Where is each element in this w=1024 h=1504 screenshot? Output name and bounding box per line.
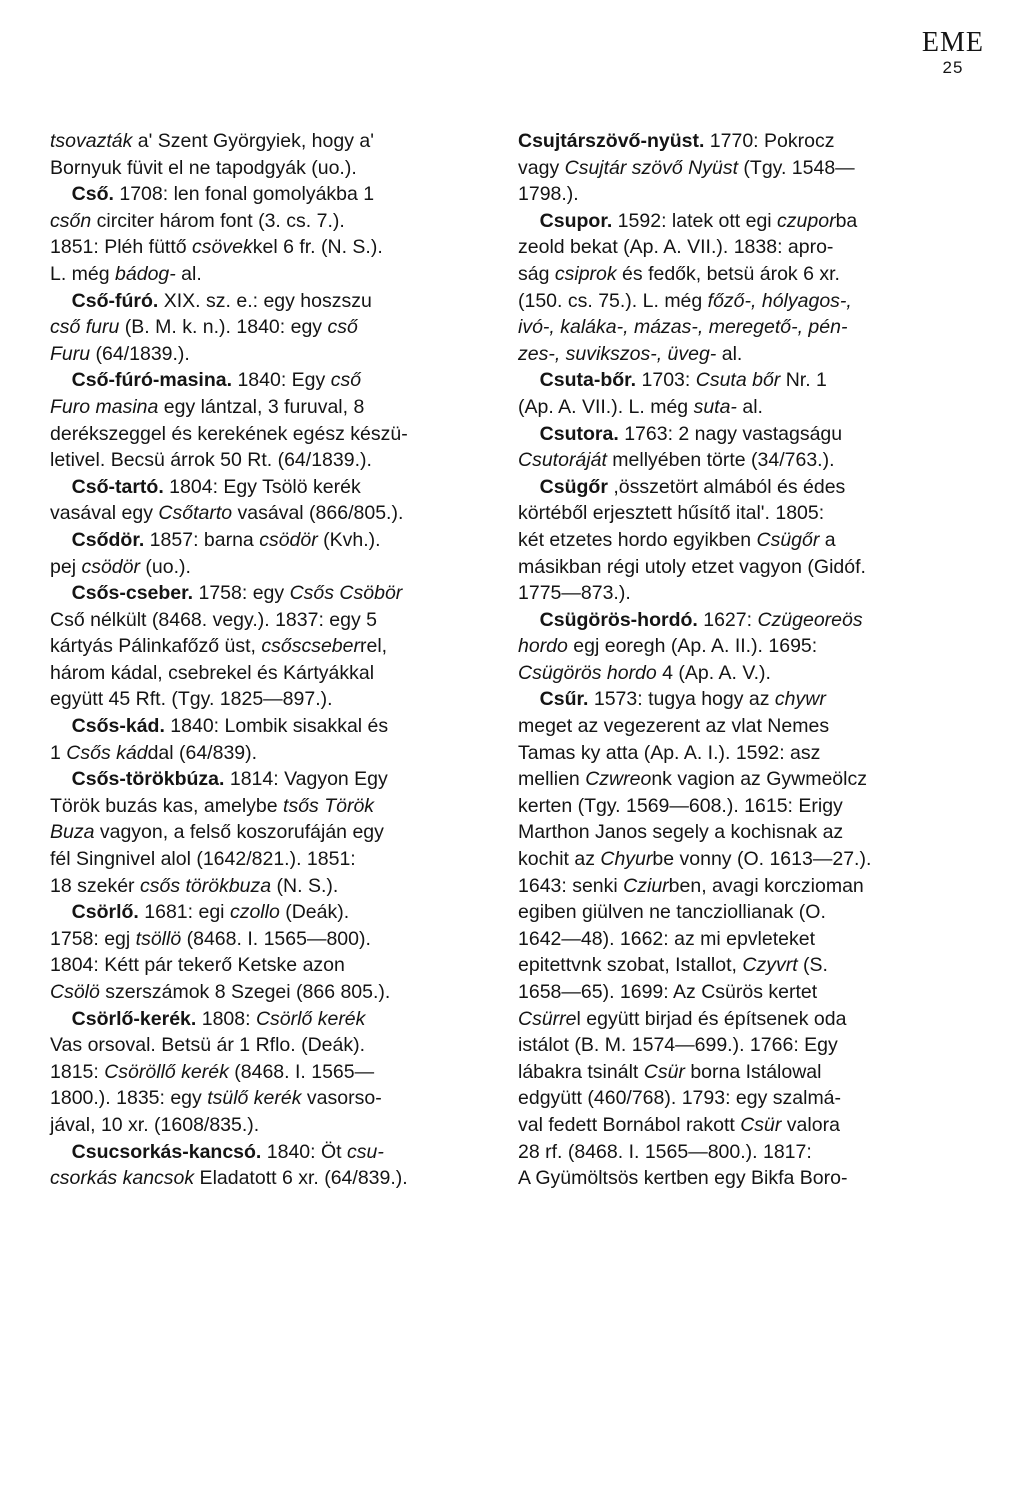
text-run: al.: [736, 395, 763, 418]
text-run: (Tgy. 1548—: [738, 156, 855, 179]
text-line: [518, 633, 970, 660]
left-column: [50, 128, 502, 1192]
text-run: fél Singnivel alol (1642/821.). 1851:: [50, 848, 356, 871]
text-run: vasával (866/805.).: [232, 502, 404, 525]
text-line: [50, 1085, 502, 1112]
text-run: [50, 183, 72, 205]
text-run: szerszámok 8 Szegei (866 805.).: [99, 981, 391, 1003]
quoted-form: Buza: [50, 821, 95, 844]
text-line: [518, 261, 970, 288]
quoted-form: czupor: [777, 209, 836, 232]
text-line: [50, 181, 502, 208]
text-line: [518, 155, 970, 182]
text-run: kerten (Tgy. 1569—608.). 1615: Erigy: [518, 794, 843, 817]
text-run: 1573: tugya hogy az: [588, 688, 775, 711]
quoted-form: cső: [330, 369, 362, 392]
text-run: Bornyuk füvit el ne tapodgyák (uo.).: [50, 156, 357, 179]
quoted-form: főző-, hólyagos-,: [707, 289, 852, 312]
entry-headword: Csutora.: [539, 422, 619, 445]
text-line: [50, 1006, 502, 1033]
text-run: (Ap. A. VII.). L. még: [518, 395, 694, 418]
text-line: [50, 580, 502, 607]
text-run: 1775—873.).: [518, 582, 631, 605]
text-run: két etzetes hordo egyikben: [518, 528, 757, 551]
quoted-form: Csöröllő kerék: [104, 1060, 229, 1083]
text-line: [50, 128, 502, 155]
text-run: egj eoregh (Ap. A. II.). 1695:: [567, 635, 818, 658]
text-run: [50, 1141, 72, 1163]
text-run: 4 (Ap. A. V.).: [656, 661, 771, 684]
text-run: (N. S.).: [271, 874, 339, 897]
text-line: [50, 899, 502, 926]
text-run: egy lántzal, 3 furuval, 8: [158, 395, 365, 418]
text-run: [518, 210, 540, 232]
text-line: [518, 580, 970, 607]
text-line: [50, 208, 502, 235]
text-line: [518, 447, 970, 474]
quoted-form: hordo: [518, 635, 568, 658]
text-line: [50, 447, 502, 474]
text-run: dal (64/839).: [147, 741, 258, 764]
text-run: val fedett Bornábol rakott: [518, 1113, 741, 1136]
text-line: [50, 341, 502, 368]
text-run: mellien: [518, 768, 586, 791]
text-run: L. még: [50, 262, 116, 285]
text-run: ,összetört almából és édes: [607, 475, 846, 498]
text-line: [518, 1139, 970, 1166]
quoted-form: Cziur: [623, 874, 669, 897]
text-line: [50, 155, 502, 182]
entry-headword: Cső-tartó.: [71, 475, 164, 498]
text-line: [50, 952, 502, 979]
text-line: [518, 421, 970, 448]
quoted-form: Csujtár szövő Nyüst: [564, 156, 738, 179]
text-line: [518, 926, 970, 953]
text-line: [518, 181, 970, 208]
text-line: [518, 846, 970, 873]
text-run: pej: [50, 555, 82, 578]
text-line: [518, 341, 970, 368]
quoted-form: Csős Csöbör: [289, 582, 403, 605]
text-line: [518, 1085, 970, 1112]
text-line: [518, 873, 970, 900]
quoted-form: ivó-, kaláka-, mázas-, meregető-, pén-: [518, 316, 848, 339]
quoted-form: cső furu: [50, 316, 120, 339]
text-line: [50, 873, 502, 900]
entry-headword: Csős-törökbúza.: [71, 768, 225, 791]
text-run: 1800.). 1835: egy: [50, 1087, 208, 1110]
entry-headword: Csűr.: [539, 688, 589, 711]
text-run: 1804: Kétt pár tekerő Ketske azon: [50, 954, 345, 977]
running-head: EME: [921, 27, 984, 58]
text-line: [518, 554, 970, 581]
text-line: [50, 740, 502, 767]
quoted-form: Csürre: [518, 1007, 577, 1030]
text-run: 1840: Lombik sisakkal és: [164, 715, 389, 738]
text-run: 1851: Pléh füttő: [50, 236, 193, 259]
text-run: istálot (B. M. 1574—699.). 1766: Egy: [518, 1034, 838, 1057]
text-line: [50, 367, 502, 394]
text-run: jával, 10 xr. (1608/835.).: [50, 1113, 260, 1136]
text-line: [50, 686, 502, 713]
text-line: [50, 793, 502, 820]
quoted-form: csőscseber: [261, 635, 360, 658]
text-run: [50, 529, 72, 551]
text-line: [518, 1059, 970, 1086]
text-run: [50, 715, 72, 737]
quoted-form: tsős Török: [283, 794, 375, 817]
entry-headword: Cső-fúró-masina.: [71, 369, 233, 392]
text-run: 1: [50, 741, 67, 764]
text-run: (64/1839.).: [90, 342, 190, 365]
quoted-form: csorkás kancsok: [50, 1167, 195, 1190]
entry-headword: Csörlő-kerék.: [71, 1007, 197, 1030]
entry-headword: Csős-cseber.: [71, 582, 194, 605]
text-line: [50, 288, 502, 315]
text-run: [50, 476, 72, 498]
text-run: a' Szent Györgyiek, hogy a': [132, 130, 374, 152]
text-line: [50, 607, 502, 634]
text-run: Vas orsoval. Betsü ár 1 Rflo. (Deák).: [50, 1034, 366, 1057]
quoted-form: csödör: [259, 528, 318, 551]
quoted-form: Czwreo: [585, 768, 652, 791]
quoted-form: csu-: [347, 1140, 384, 1163]
text-run: [50, 290, 72, 312]
quoted-form: bádog-: [115, 262, 176, 285]
text-line: [518, 979, 970, 1006]
text-run: (B. M. k. n.). 1840: egy: [119, 316, 328, 339]
text-line: [50, 314, 502, 341]
text-run: 1703:: [636, 369, 696, 392]
text-run: [518, 609, 540, 631]
text-run: [50, 768, 72, 790]
text-run: 1708: len fonal gomolyákba 1: [113, 183, 375, 206]
text-run: 1840: Egy: [232, 369, 331, 392]
quoted-form: Furo masina: [50, 395, 159, 418]
text-run: vagy: [518, 156, 565, 179]
entry-headword: Csügőr: [539, 475, 608, 498]
quoted-form: csőn: [50, 209, 92, 232]
entry-headword: Cső.: [71, 183, 114, 206]
text-line: [518, 952, 970, 979]
text-line: [50, 633, 502, 660]
text-run: ben, avagi korczioman: [668, 874, 864, 897]
entry-headword: Csupor.: [539, 209, 613, 232]
text-run: rel,: [359, 635, 388, 658]
quoted-form: Csür: [643, 1060, 685, 1083]
quoted-form: Chyur: [600, 848, 653, 871]
quoted-form: czollo: [229, 901, 280, 924]
text-line: [518, 686, 970, 713]
text-line: [50, 474, 502, 501]
text-line: [50, 234, 502, 261]
text-run: lábakra tsinált: [518, 1060, 644, 1083]
text-run: (150. cs. 75.). L. még: [518, 289, 708, 312]
text-line: [50, 1139, 502, 1166]
text-line: [518, 660, 970, 687]
entry-headword: Csődör.: [71, 528, 145, 551]
text-run: Török buzás kas, amelybe: [50, 794, 284, 817]
text-run: [50, 369, 72, 391]
quoted-form: Csős kád: [66, 741, 148, 764]
text-run: 1592: latek ott egi: [612, 209, 778, 232]
text-run: XIX. sz. e.: egy hoszszu: [158, 289, 372, 312]
quoted-form: Csőtarto: [158, 502, 233, 525]
entry-headword: Csuta-bőr.: [539, 369, 637, 392]
text-run: nk vagion az Gywmeölcz: [651, 768, 867, 791]
text-run: 28 rf. (8468. I. 1565—800.). 1817:: [518, 1140, 812, 1163]
text-run: [50, 1008, 72, 1030]
quoted-form: csödör: [81, 555, 140, 578]
text-run: letivel. Becsü árrok 50 Rt. (64/1839.).: [50, 449, 372, 472]
text-run: Cső nélkült (8468. vegy.). 1837: egy 5: [50, 608, 377, 631]
text-line: [50, 1032, 502, 1059]
text-run: [518, 476, 540, 498]
text-line: [518, 234, 970, 261]
text-line: [518, 128, 970, 155]
text-run: [518, 688, 540, 710]
text-line: [518, 1112, 970, 1139]
text-run: borna Istálowal: [684, 1060, 822, 1083]
text-run: 1808:: [196, 1007, 256, 1030]
text-run: 1627:: [697, 608, 758, 631]
text-run: derékszeggel és kerekének egész készü-: [50, 422, 408, 445]
text-run: egiben giülven ne tancziollianak (O.: [518, 901, 826, 924]
text-run: al.: [716, 342, 743, 365]
text-run: 1857: barna: [144, 528, 260, 551]
text-line: [50, 660, 502, 687]
text-run: (uo.).: [139, 555, 191, 578]
entry-headword: Csujtárszövő-nyüst.: [518, 130, 705, 152]
text-line: [518, 394, 970, 421]
text-run: meget az vegezerent az vlat Nemes: [518, 715, 830, 738]
text-run: 1815:: [50, 1060, 105, 1083]
entry-headword: Cső-fúró.: [71, 289, 159, 312]
text-line: [50, 1112, 502, 1139]
text-line: [50, 421, 502, 448]
quoted-form: Czyvrt: [742, 954, 798, 977]
page-header: [922, 28, 984, 78]
quoted-form: Csügörös hordo: [518, 661, 657, 684]
text-run: epitettvnk szobat, Istallot,: [518, 954, 743, 977]
quoted-form: chywr: [774, 688, 826, 711]
text-run: ba: [835, 209, 858, 232]
text-run: (8468. I. 1565—800).: [181, 927, 371, 950]
text-run: [50, 901, 72, 923]
page-number: 25: [942, 58, 964, 77]
text-run: a: [819, 528, 836, 551]
text-line: [50, 926, 502, 953]
text-run: l együtt birjad és építsenek oda: [576, 1007, 847, 1030]
text-line: [518, 1032, 970, 1059]
text-run: [50, 582, 72, 604]
text-run: (Kvh.).: [317, 528, 381, 551]
text-run: (S.: [797, 954, 828, 977]
text-run: al.: [175, 262, 202, 285]
text-line: [50, 261, 502, 288]
text-line: [518, 713, 970, 740]
text-line: [50, 554, 502, 581]
text-line: [518, 474, 970, 501]
text-run: be vonny (O. 1613—27.).: [652, 848, 872, 871]
text-line: [518, 500, 970, 527]
text-run: Nr. 1: [780, 369, 827, 392]
text-run: együtt 45 Rft. (Tgy. 1825—897.).: [50, 688, 333, 711]
text-run: 1763: 2 nagy vastagságu: [618, 422, 843, 445]
text-line: [518, 1006, 970, 1033]
text-run: ság: [518, 262, 555, 285]
text-run: 1758: egy: [193, 582, 290, 605]
text-run: 1681: egi: [138, 901, 230, 924]
text-run: másikban régi utoly etzet vagyon (Gidóf.: [518, 555, 866, 578]
text-line: [518, 766, 970, 793]
right-column: [518, 128, 970, 1192]
quoted-form: tsovazták: [50, 130, 133, 152]
text-run: 1658—65). 1699: Az Csürös kertet: [518, 981, 818, 1003]
text-line: [518, 740, 970, 767]
text-run: edgyütt (460/768). 1793: egy szalmá-: [518, 1087, 842, 1110]
text-run: A Gyümöltsös kertben egy Bikfa Boro-: [518, 1167, 848, 1190]
quoted-form: Csügőr: [756, 528, 820, 551]
text-line: [518, 607, 970, 634]
quoted-form: csövek: [192, 236, 253, 259]
text-line: [518, 527, 970, 554]
quoted-form: Czügeorеös: [757, 608, 863, 631]
quoted-form: csiprok: [554, 262, 617, 285]
quoted-form: tsülő kerék: [207, 1087, 302, 1110]
quoted-form: cső: [327, 316, 358, 339]
text-run: circiter három font (3. cs. 7.).: [91, 209, 345, 232]
text-line: [518, 367, 970, 394]
quoted-form: tsöllö: [135, 927, 182, 950]
text-line: [50, 1059, 502, 1086]
entry-headword: Csügörös-hordó.: [539, 608, 698, 631]
entry-headword: Csős-kád.: [71, 715, 165, 738]
text-run: Marthon Janos segely a kochisnak az: [518, 821, 844, 844]
quoted-form: suta-: [693, 395, 737, 418]
text-run: és fedők, betsü árok 6 xr.: [616, 262, 840, 285]
text-run: vagyon, a felső koszorufáján egy: [94, 821, 384, 844]
text-line: [50, 713, 502, 740]
text-run: (8468. I. 1565—: [228, 1060, 375, 1083]
text-run: zeold bekat (Ap. A. VII.). 1838: apro-: [518, 236, 834, 259]
text-run: 1643: senki: [518, 874, 624, 897]
quoted-form: Csörlő kerék: [255, 1007, 366, 1030]
entry-headword: Csörlő.: [71, 901, 139, 924]
quoted-form: csős törökbuza: [139, 874, 272, 897]
text-run: 1758: egj: [50, 927, 136, 950]
text-line: [50, 766, 502, 793]
text-line: [518, 793, 970, 820]
text-line: [50, 500, 502, 527]
quoted-form: Csuta bőr: [695, 369, 781, 392]
text-line: [518, 288, 970, 315]
text-line: [50, 979, 502, 1006]
text-run: Tamas ky atta (Ap. A. I.). 1592: asz: [518, 741, 821, 764]
text-run: [518, 369, 540, 391]
text-run: 1814: Vagyon Egy: [224, 768, 388, 791]
text-run: három kádal, csebrekel és Kártyákkal: [50, 661, 375, 684]
text-line: [50, 1165, 502, 1192]
text-run: valora: [781, 1113, 840, 1136]
text-run: kel 6 fr. (N. S.).: [252, 236, 383, 259]
text-run: vasával egy: [50, 502, 159, 525]
text-run: 1798.).: [518, 183, 579, 206]
text-run: 1840: Öt: [261, 1140, 347, 1163]
text-line: [50, 819, 502, 846]
text-run: Eladatott 6 xr. (64/839.).: [194, 1167, 408, 1190]
text-run: 18 szekér: [50, 874, 140, 897]
text-line: [518, 1165, 970, 1192]
text-run: mellyében törte (34/763.).: [606, 449, 835, 472]
entry-headword: Csucsorkás-kancsó.: [71, 1140, 262, 1163]
text-run: 1804: Egy Tsölö kerék: [163, 475, 361, 498]
text-run: [518, 423, 540, 445]
text-line: [518, 899, 970, 926]
text-run: kochit az: [518, 848, 601, 871]
quoted-form: Furu: [50, 342, 91, 365]
text-line: [518, 208, 970, 235]
text-run: vasorso-: [301, 1087, 382, 1110]
text-line: [50, 846, 502, 873]
text-run: (Deák).: [279, 901, 350, 924]
text-line: [50, 527, 502, 554]
quoted-form: Csutoráját: [518, 449, 607, 472]
text-line: [518, 314, 970, 341]
text-line: [518, 819, 970, 846]
text-run: 1642—48). 1662: az mi epvleteket: [518, 927, 816, 950]
quoted-form: Csür: [740, 1113, 782, 1136]
text-run: 1770: Pokrocz: [704, 130, 835, 152]
text-run: kártyás Pálinkafőző üst,: [50, 635, 262, 658]
quoted-form: Csölö: [50, 981, 100, 1003]
text-line: [50, 394, 502, 421]
quoted-form: zes-, suvikszos-, üveg-: [518, 342, 717, 365]
text-run: körtéből erjesztett hűsítő ital'. 1805:: [518, 502, 825, 525]
